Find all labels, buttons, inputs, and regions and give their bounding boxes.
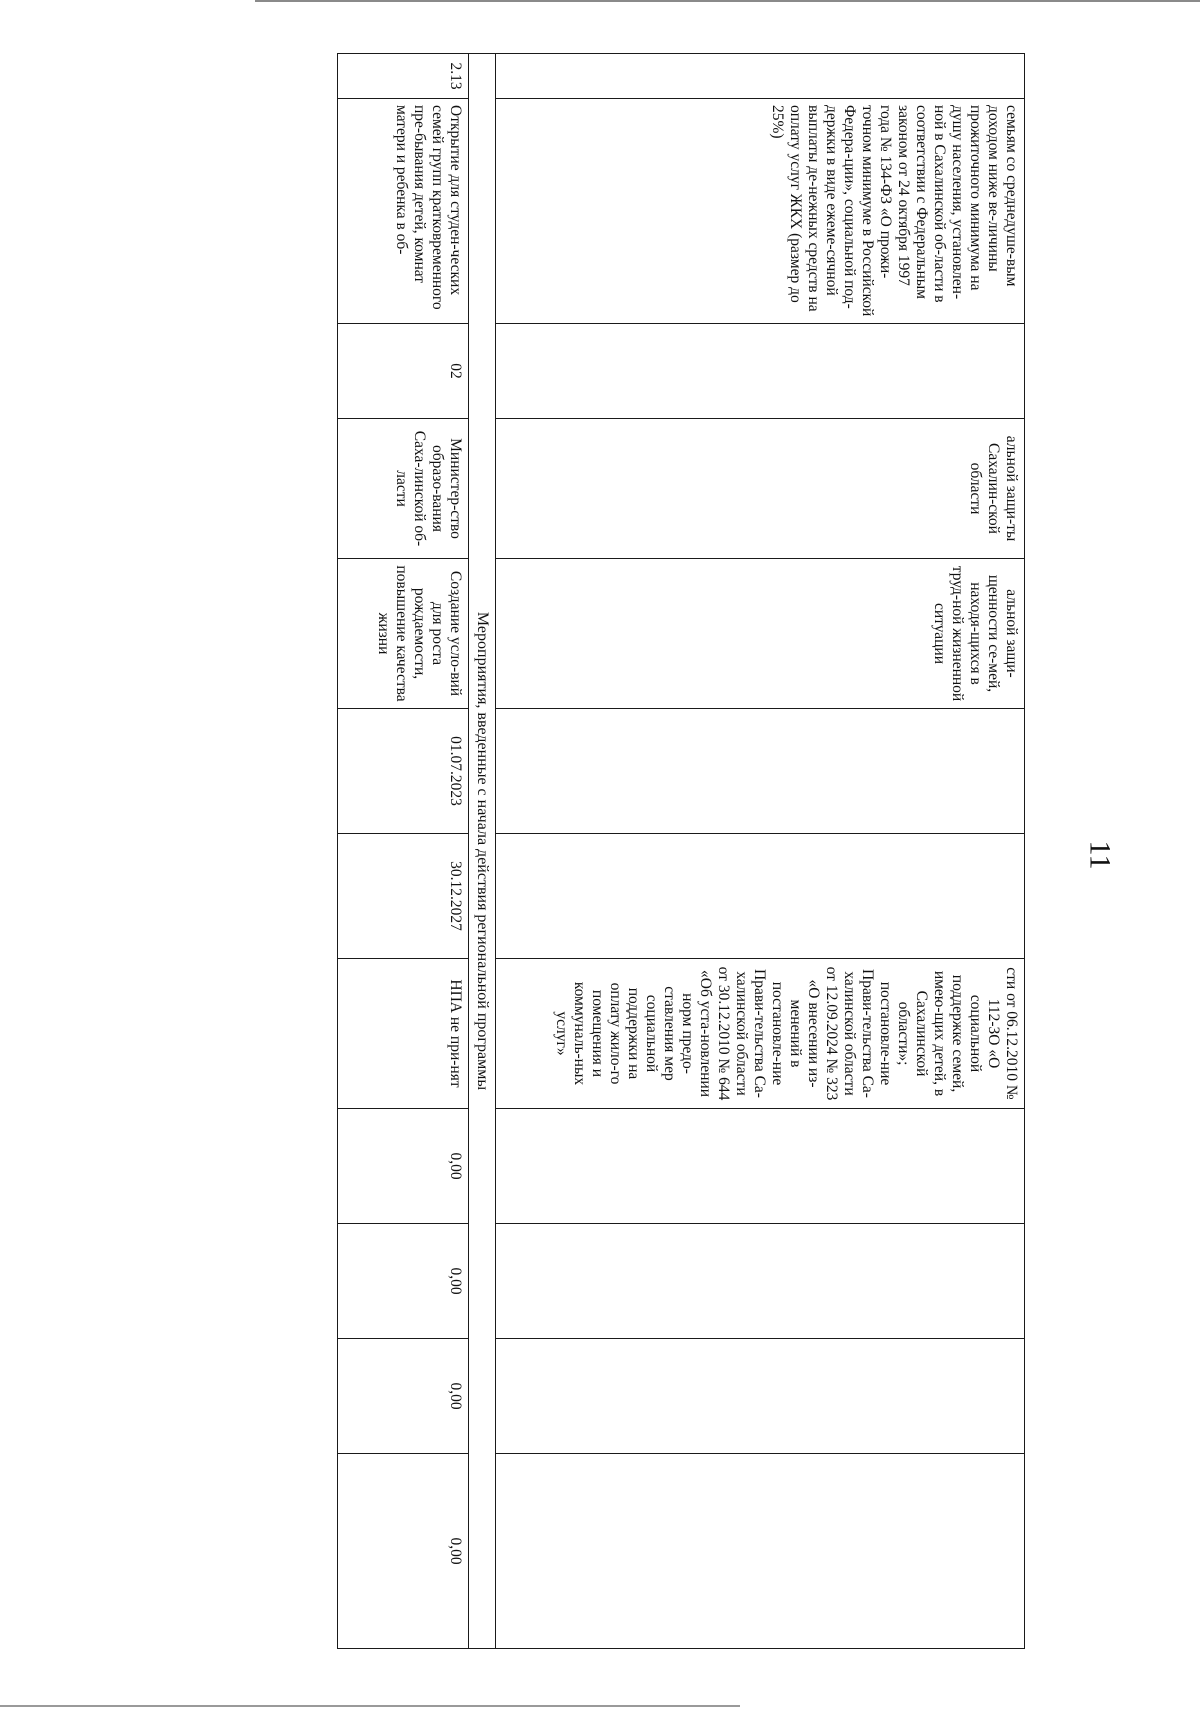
table-row [496,54,1025,1649]
cell-end [496,834,1025,959]
cell-value-3 [496,1339,1025,1454]
cell-responsible: Министер-ство образо-вания Саха-линской об-ласти [338,419,469,559]
cell-code: 02 [338,324,469,419]
section-row [469,54,496,1649]
cell-goal: Создание усло-вий для роста рождаемости, повышение качества жизни [338,559,469,709]
page-number: 11 [1083,840,1117,870]
cell-start: 01.07.2023 [338,709,469,834]
cell-num: 2.13 [338,54,469,99]
rotated-table-wrapper [95,53,1025,1648]
scan-edge-bottom [0,1705,740,1707]
cell-responsible: альной защи-ты Сахалин-ской области [496,419,1025,559]
cell-goal: альной защи-щенности се-мей, находя-щихся в труд-ной жизненной ситуации [496,559,1025,709]
cell-code [496,324,1025,419]
cell-end: 30.12.2027 [338,834,469,959]
cell-description: семьям со среднедуше-вым доходом ниже ве-личины прожиточного минимума на душу населения, установлен-ной в Сахалинской об-ласти в соответствии с Федеральным законом от 24 октября 1997 года № 134-ФЗ «О прожи-точном минимуме в Российской Федера-ции», социальной под-держки в виде ежеме-сячной выплаты де-нежных средств на оплату услуг ЖКХ (размер до 25%) [496,99,1025,324]
cell-value-2: 0,00 [338,1224,469,1339]
rotated-page [95,53,1025,1648]
cell-npa: НПА не при-нят [338,959,469,1109]
section-title: Мероприятия, введенные с начала действия региональной программы [469,54,496,1649]
table-row [338,54,469,1649]
cell-value-4 [496,1454,1025,1649]
cell-value-1: 0,00 [338,1109,469,1224]
scan-edge-top [255,0,1200,2]
cell-value-1 [496,1109,1025,1224]
cell-num [496,54,1025,99]
cell-npa: сти от 06.12.2010 № 112-ЗО «О социальной поддержке семей, имею-щих детей, в Сахалинской области»; постановле-ние Прави-тельства Са-халинской области от 12.09.2024 № 323 «О внесении из-менений в постановле-ние Прави-тельства Са-халинской области от 30.12.2010 № 644 «Об уста-новлении норм предо-ставления мер социальной поддержки на оплату жило-го помещения и коммуналь-ных услуг» [496,959,1025,1109]
cell-value-4: 0,00 [338,1454,469,1649]
cell-value-3: 0,00 [338,1339,469,1454]
program-table [337,53,1025,1649]
cell-start [496,709,1025,834]
cell-value-2 [496,1224,1025,1339]
cell-description: Открытие для студен-ческих семей групп кратковременного пре-бывания детей, комнат матери и ребенка в об- [338,99,469,324]
